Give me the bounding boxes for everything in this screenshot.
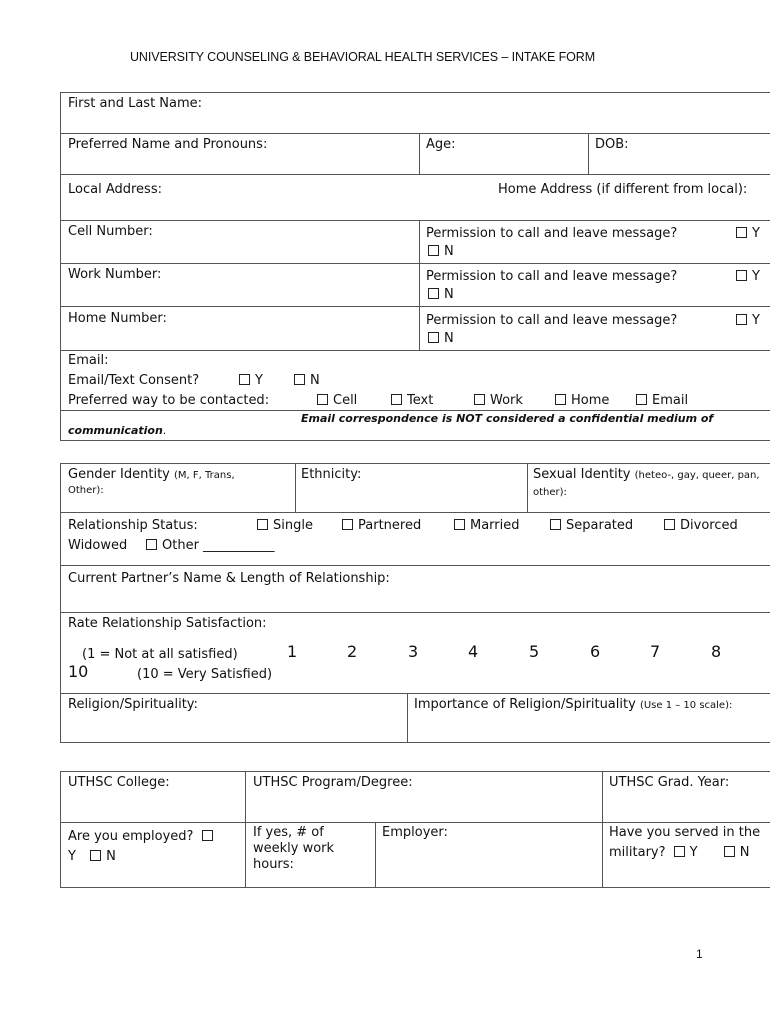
gender-note-cont: Other): [68,485,104,496]
scale-4[interactable]: 4 [468,642,479,661]
permission-label: Permission to call and leave message? [426,313,678,328]
consent-no[interactable]: N [294,373,320,389]
home-number-row [61,307,770,351]
checkbox[interactable] [736,270,747,281]
first-last-name-label: First and Last Name: [68,96,203,111]
permission-label: Permission to call and leave message? [426,269,678,284]
checkbox[interactable] [294,374,305,385]
scale-5[interactable]: 5 [529,642,540,661]
cell-number-label: Cell Number: [68,224,153,239]
email-consent-label: Email/Text Consent? [68,373,200,388]
dob-label: DOB: [595,137,629,152]
scale-10[interactable]: 10 [68,662,89,681]
contact-option-cell[interactable]: Cell [317,393,357,409]
sexual-identity-label: Sexual Identity (heteo-, gay, queer, pan, [533,467,760,482]
permission-yes[interactable]: Y [736,226,760,242]
status-other[interactable]: Other ___________ [146,538,275,554]
checkbox[interactable] [90,850,101,861]
scale-high-label: (10 = Very Satisfied) [137,667,273,682]
preferred-name-row [61,134,770,175]
preferred-contact-label: Preferred way to be contacted: [68,393,270,408]
name-row [61,93,770,134]
checkbox[interactable] [550,519,561,530]
permission-no[interactable]: N [428,244,454,260]
military-options[interactable]: military? Y N [609,845,750,860]
education-employment-section [60,771,770,888]
partner-name-label: Current Partner’s Name & Length of Relationship: [68,571,390,586]
email-row [61,351,770,411]
checkbox[interactable] [674,846,685,857]
checkbox[interactable] [736,314,747,325]
employment-row [61,823,770,888]
home-number-label: Home Number: [68,311,167,326]
gender-identity-label: Gender Identity (M, F, Trans, [68,467,235,482]
contact-option-home[interactable]: Home [555,393,609,409]
weekly-hours-label-2: weekly work [253,841,335,856]
status-separated[interactable]: Separated [550,518,633,534]
rate-satisfaction-label: Rate Relationship Satisfaction: [68,616,267,631]
age-label: Age: [426,137,456,152]
college-label: UTHSC College: [68,775,170,790]
scale-8[interactable]: 8 [711,642,722,661]
importance-label: Importance of Religion/Spirituality (Use 1 – 10 scale): [414,697,733,712]
relationship-status-row [61,513,770,566]
checkbox[interactable] [724,846,735,857]
checkbox[interactable] [146,539,157,550]
religion-row [61,694,770,743]
form-title: UNIVERSITY COUNSELING & BEHAVIORAL HEALTH SERVICES – INTAKE FORM [130,50,596,64]
checkbox[interactable] [428,332,439,343]
checkbox[interactable] [454,519,465,530]
status-divorced[interactable]: Divorced [664,518,738,534]
checkbox[interactable] [239,374,250,385]
checkbox[interactable] [342,519,353,530]
contact-option-work[interactable]: Work [474,393,523,409]
scale-low-label: (1 = Not at all satisfied) [82,647,238,662]
email-notice-cont: communication. [68,424,167,437]
email-notice: Email correspondence is NOT considered a confidential medium of [301,412,714,425]
scale-3[interactable]: 3 [408,642,419,661]
work-number-row [61,264,770,307]
education-row [61,772,770,823]
scale-6[interactable]: 6 [590,642,601,661]
ethnicity-label: Ethnicity: [301,467,362,482]
scale-2[interactable]: 2 [347,642,358,661]
preferred-name-label: Preferred Name and Pronouns: [68,137,268,152]
checkbox[interactable] [636,394,647,405]
checkbox[interactable] [317,394,328,405]
status-single[interactable]: Single [257,518,313,534]
weekly-hours-label-1: If yes, # of [253,825,324,840]
identity-row [61,464,770,513]
scale-7[interactable]: 7 [650,642,661,661]
status-widowed-label: Widowed [68,538,128,553]
partner-row [61,566,770,613]
demographics-section [60,463,770,743]
permission-no[interactable]: N [428,331,454,347]
address-row [61,175,770,221]
sexual-note-cont: other): [533,487,567,498]
contact-info-section [60,92,770,441]
email-notice-row [61,411,770,441]
local-address-label: Local Address: [68,182,162,197]
scale-1[interactable]: 1 [287,642,298,661]
employer-label: Employer: [382,825,448,840]
relationship-status-label: Relationship Status: [68,518,198,533]
program-label: UTHSC Program/Degree: [253,775,413,790]
work-number-label: Work Number: [68,267,162,282]
satisfaction-row [61,613,770,694]
permission-label: Permission to call and leave message? [426,226,678,241]
employed-options[interactable]: Y N [68,849,116,864]
status-married[interactable]: Married [454,518,520,534]
home-address-label: Home Address (if different from local): [498,182,748,197]
weekly-hours-label-3: hours: [253,857,294,872]
status-partnered[interactable]: Partnered [342,518,421,534]
checkbox[interactable] [664,519,675,530]
checkbox[interactable] [257,519,268,530]
religion-label: Religion/Spirituality: [68,697,198,712]
permission-yes[interactable]: Y [736,269,760,285]
checkbox[interactable] [202,830,213,841]
contact-option-text[interactable]: Text [391,393,433,409]
checkbox[interactable] [555,394,566,405]
checkbox[interactable] [736,227,747,238]
military-question: Have you served in the [609,825,761,840]
permission-no[interactable]: N [428,287,454,303]
grad-year-label: UTHSC Grad. Year: [609,775,730,790]
email-label: Email: [68,353,109,368]
page-number: 1 [696,947,703,961]
contact-option-email[interactable]: Email [636,393,688,409]
checkbox[interactable] [474,394,485,405]
cell-number-row [61,221,770,264]
checkbox[interactable] [391,394,402,405]
checkbox[interactable] [428,288,439,299]
employed-question: Are you employed? [68,829,218,845]
permission-yes[interactable]: Y [736,313,760,329]
consent-yes[interactable]: Y [239,373,263,389]
checkbox[interactable] [428,245,439,256]
